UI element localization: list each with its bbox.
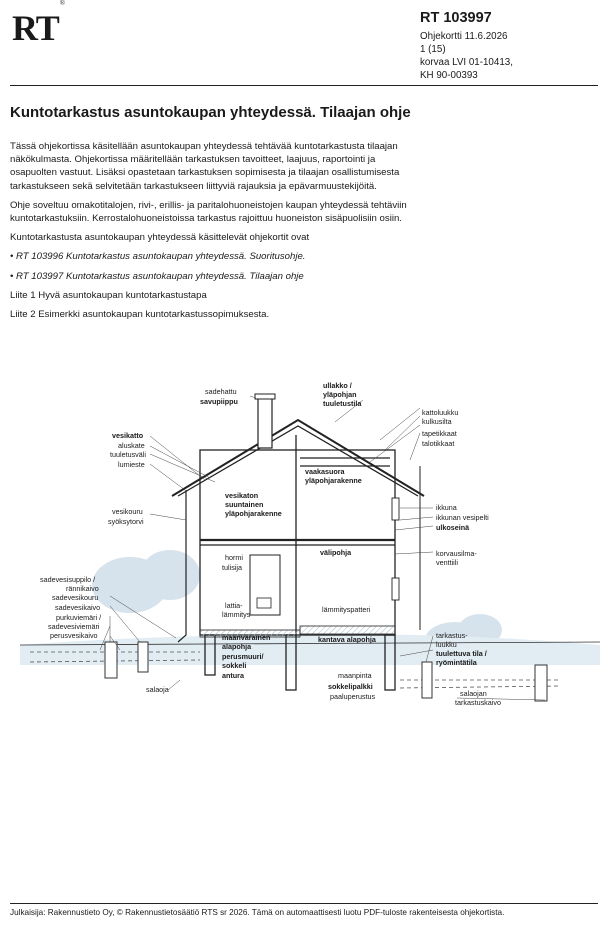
label-sadevesikouru: sadevesikouru: [52, 593, 99, 602]
label-sadevesisuppilo: sadevesisuppilo /: [40, 575, 96, 584]
label-lammityspatteri: lämmityspatteri: [322, 605, 371, 614]
paragraph: Ohje soveltuu omakotitalojen, rivi-, erillis- ja paritalohuoneistojen kaupan yhteydessä tehtäviin kuntotarkastuksiin. Kerrostalohuoneistoissa tarkastus rajoittuu huoneiston sisäpuolisiin osiin.: [10, 199, 407, 225]
label-kantava-alapohja: kantava alapohja: [318, 635, 376, 644]
label-korvausilma: venttiili: [436, 558, 458, 567]
label-vesikaton: yläpohjarakenne: [225, 509, 282, 518]
label-vaakasuora: vaakasuora: [305, 467, 345, 476]
chimney: [258, 398, 272, 448]
chimney-cap: [255, 394, 275, 399]
label-talotikkaat: talotikkaat: [422, 439, 455, 448]
card-number: RT 103997: [420, 10, 492, 26]
label-perusmuuri: sokkeli: [222, 661, 247, 670]
label-korvausilma: korvausilma-: [436, 549, 477, 558]
label-purkuviemari: purkuviemäri /: [56, 613, 102, 622]
header-divider: [10, 85, 598, 86]
label-antura: antura: [222, 671, 244, 680]
label-ikkunan-vesipelti: ikkunan vesipelti: [436, 513, 489, 522]
label-salaoja: salaoja: [146, 685, 169, 694]
label-maanvarainen: maanvarainen: [222, 633, 271, 642]
label-savupiippu: savupiippu: [200, 397, 238, 406]
load-bearing-floor: [300, 626, 395, 634]
related-card-item: • RT 103997 Kuntotarkastus asuntokaupan yhteydessä. Tilaajan ohje: [10, 270, 304, 282]
label-vesikaton: suuntainen: [225, 500, 264, 509]
label-salaojan-tarkastuskaivo: tarkastuskaivo: [455, 698, 501, 707]
label-tapetikkaat: tapetikkaat: [422, 429, 457, 438]
label-tuulettuva: tuulettuva tila /: [436, 649, 487, 658]
house-section-svg: [0, 380, 609, 740]
paragraph: Kuntotarkastusta asuntokaupan yhteydessä käsittelevät ohjekortit ovat: [10, 232, 310, 244]
label-maanvarainen: alapohja: [222, 642, 252, 651]
label-ulkoseina: ulkoseinä: [436, 523, 470, 532]
meta-line: Ohjekortti 11.6.2026: [420, 31, 508, 42]
house-section-diagram: [0, 380, 609, 740]
label-vesikatto: vesikatto: [112, 431, 144, 440]
footer-divider: [10, 903, 598, 904]
label-tuuletusvali: tuuletusväli: [110, 450, 146, 459]
label-maanpinta: maanpinta: [338, 671, 372, 680]
label-tuulettuva: ryömintätila: [436, 658, 477, 667]
label-vesikouru: vesikouru: [112, 507, 143, 516]
label-paaluperustus: paaluperustus: [330, 692, 376, 701]
label-kulkusilta: kulkusilta: [422, 417, 452, 426]
label-tulisija: tulisija: [222, 563, 242, 572]
label-tarkastusluukku: luukku: [436, 640, 457, 649]
label-sadevesikaivo: sadevesikaivo: [55, 603, 101, 612]
label-hormi: hormi: [225, 553, 243, 562]
rt-logo: RT®: [12, 0, 65, 48]
label-sokkelipalkki: sokkelipalkki: [328, 682, 373, 691]
appendix-item: Liite 1 Hyvä asuntokaupan kuntotarkastustapa: [10, 289, 207, 301]
meta-line: KH 90-00393: [420, 70, 478, 81]
label-ullakko: ullakko /: [323, 381, 352, 390]
label-perusmuuri: perusmuuri/: [222, 652, 264, 661]
meta-line: korvaa LVI 01-10413,: [420, 57, 513, 68]
label-tarkastusluukku: tarkastus-: [436, 631, 468, 640]
label-ullakko: yläpohjan: [323, 390, 357, 399]
intro-text: [10, 140, 410, 327]
related-card-item: • RT 103996 Kuntotarkastus asuntokaupan yhteydessä. Suoritusohje.: [10, 251, 306, 263]
label-syoksytorvi: syöksytorvi: [108, 517, 144, 526]
label-sadevesisuppilo: rännikaivo: [66, 584, 99, 593]
meta-line: 1 (15): [420, 44, 446, 55]
label-aluskate: aluskate: [118, 441, 145, 450]
label-sadehattu: sadehattu: [205, 387, 237, 396]
label-ikkuna: ikkuna: [436, 503, 457, 512]
label-perusvesikaivo: perusvesikaivo: [50, 631, 98, 640]
label-lattialammitys: lämmitys: [222, 610, 251, 619]
appendix-item: Liite 2 Esimerkki asuntokaupan kuntotarkastussopimuksesta.: [10, 309, 270, 321]
label-lattialammitys: lattia-: [225, 601, 243, 610]
label-salaojan-tarkastuskaivo: salaojan: [460, 689, 487, 698]
label-vesikaton: vesikaton: [225, 491, 259, 500]
footer-text: Julkaisija: Rakennustieto Oy, © Rakennustietosäätiö RTS sr 2026. Tämä on automaattisesti luotu PDF-tuloste rakenteisesta ohjekortista.: [10, 908, 505, 917]
label-purkuviemari: sadevesiviemäri: [48, 622, 100, 631]
label-lumieste: lumieste: [118, 460, 145, 469]
label-ullakko: tuuletustila: [323, 399, 362, 408]
label-vaakasuora: yläpohjarakenne: [305, 476, 362, 485]
card-meta: [420, 30, 513, 82]
label-valipohja: välipohja: [320, 548, 352, 557]
page-title: Kuntotarkastus asuntokaupan yhteydessä. Tilaajan ohje: [10, 104, 411, 121]
label-kattoluukku: kattoluukku: [422, 408, 459, 417]
fireplace: [250, 555, 280, 615]
paragraph: Tässä ohjekortissa käsitellään asuntokaupan yhteydessä tehtävää kuntotarkastusta tilaajan näkökulmasta. Ohjekortissa määritellään tarkastuksen tavoitteet, laajuus, raportointi ja osapuolten vastuut. Lisäksi opastetaan tarkastuksen sopimisesta ja tilaajan osallistumisesta tarkastukseen sekä selvitetään tarkastukseen liittyviä rajauksia ja epävarmuustekijöitä.: [10, 141, 400, 192]
